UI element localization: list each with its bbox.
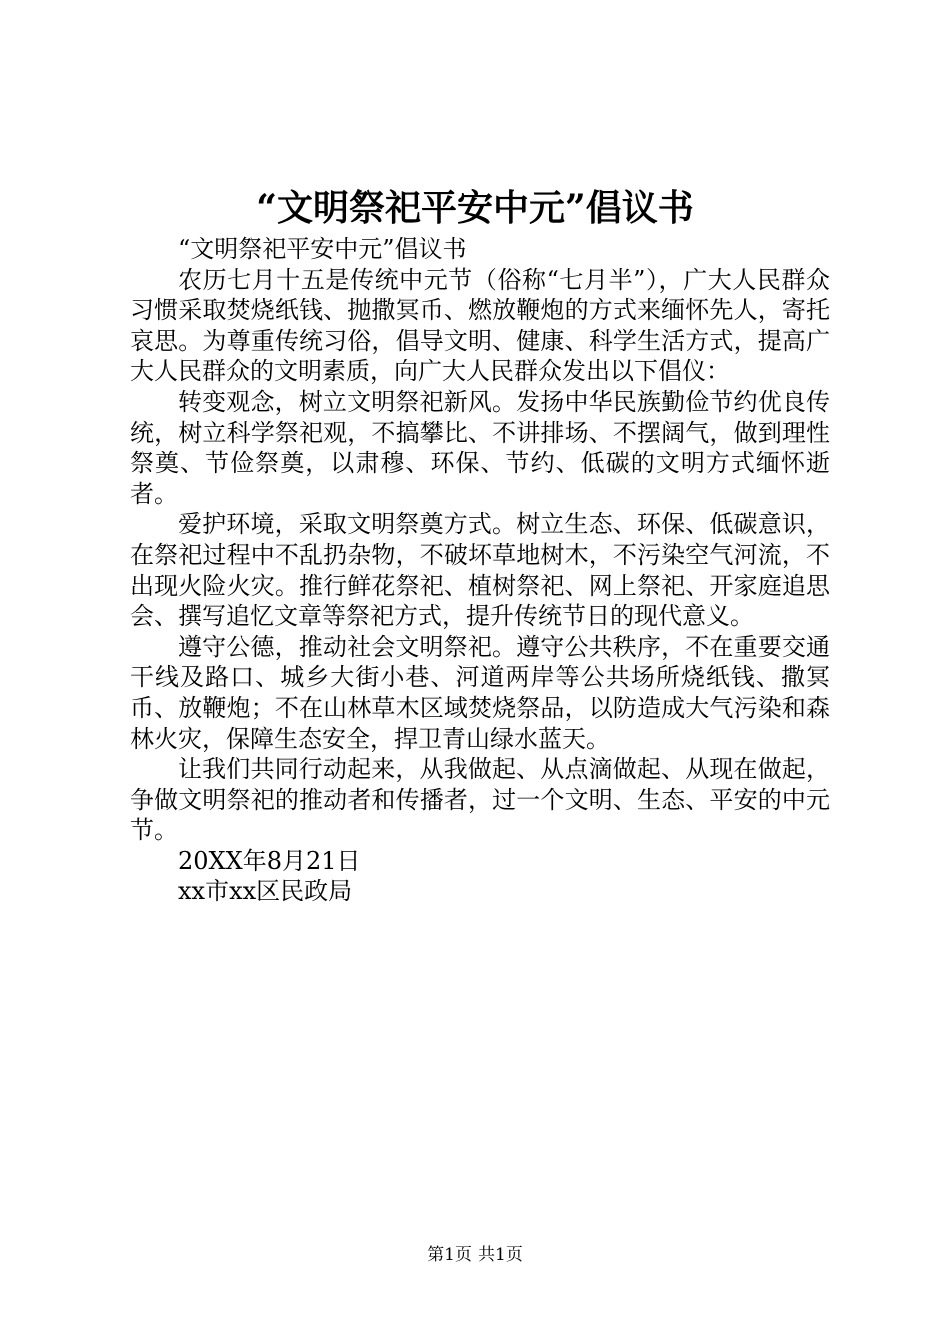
page-footer <box>0 1244 950 1266</box>
proposal-paragraph-1: 转变观念，树立文明祭祀新风。发扬中华民族勤俭节约优良传统，树立科学祭祀观，不搞攀比、不讲排场、不摆阔气，做到理性祭奠、节俭祭奠，以肃穆、环保、节约、低碳的文明方式缅怀逝者。 <box>130 387 830 508</box>
document-title: “文明祭祀平安中元”倡议书 <box>256 187 694 229</box>
intro-paragraph: 农历七月十五是传统中元节（俗称“七月半”），广大人民群众习惯采取焚烧纸钱、抛撒冥币、燃放鞭炮的方式来缅怀先人，寄托哀思。为尊重传统习俗，倡导文明、健康、科学生活方式，提高广大人民群众的文明素质，向广大人民群众发出以下倡仪： <box>130 265 830 386</box>
proposal-paragraph-2: 爱护环境，采取文明祭奠方式。树立生态、环保、低碳意识，在祭祀过程中不乱扔杂物，不破坏草地树木，不污染空气河流，不出现火险火灾。推行鲜花祭祀、植树祭祀、网上祭祀、开家庭追思会、撰写追忆文章等祭祀方式，提升传统节日的现代意义。 <box>130 510 830 631</box>
page-total: 共1页 <box>478 1245 523 1265</box>
closing-paragraph: 让我们共同行动起来，从我做起、从点滴做起、从现在做起，争做文明祭祀的推动者和传播者，过一个文明、生态、平安的中元节。 <box>130 755 830 845</box>
document-body <box>130 234 830 907</box>
page-number: 第1页 <box>427 1245 472 1265</box>
subtitle-paragraph: “文明祭祀平安中元”倡议书 <box>178 235 467 263</box>
date-line: 20XX年8月21日 <box>178 846 361 875</box>
issuer-line: xx市xx区民政局 <box>178 877 353 906</box>
proposal-paragraph-3: 遵守公德，推动社会文明祭祀。遵守公共秩序，不在重要交通干线及路口、城乡大街小巷、河道两岸等公共场所烧纸钱、撒冥币、放鞭炮；不在山林草木区域焚烧祭品，以防造成大气污染和森林火灾，保障生态安全，捍卫青山绿水蓝天。 <box>130 632 830 753</box>
